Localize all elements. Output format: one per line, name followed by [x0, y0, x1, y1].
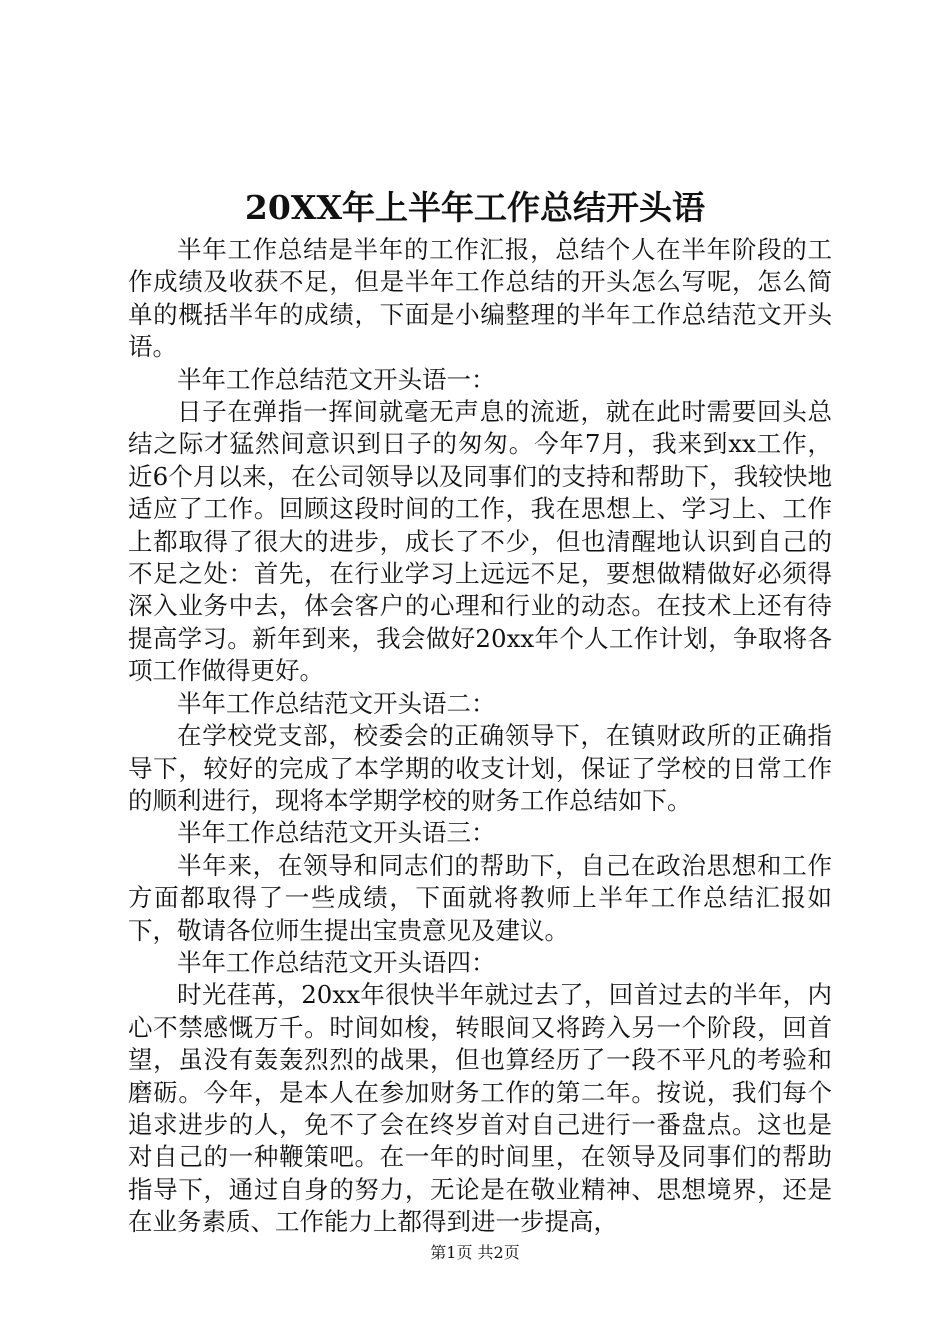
document-body: [128, 234, 832, 1239]
section-paragraph-4: 时光荏苒，20xx年很快半年就过去了，回首过去的半年，内心不禁感慨万千。时间如梭，转眼间又将跨入另一个阶段，回首望，虽没有轰轰烈烈的战果，但也算经历了一段不平凡的考验和磨砺。今年，是本人在参加财务工作的第二年。按说，我们每个追求进步的人，免不了会在终岁首对自己进行一番盘点。这也是对自己的一种鞭策吧。在一年的时间里，在领导及同事们的帮助指导下，通过自身的努力，无论是在敬业精神、思想境界，还是在业务素质、工作能力上都得到进一步提高，: [128, 980, 832, 1237]
section-heading-1: 半年工作总结范文开头语一：: [177, 364, 496, 394]
intro-paragraph: 半年工作总结是半年的工作汇报，总结个人在半年阶段的工作成绩及收获不足，但是半年工作总结的开头怎么写呢，怎么简单的概括半年的成绩，下面是小编整理的半年工作总结范文开头语。: [128, 235, 832, 362]
section-paragraph-1: 日子在弹指一挥间就毫无声息的流逝，就在此时需要回头总结之际才猛然间意识到日子的匆匆。今年7月，我来到xx工作，近6个月以来，在公司领导以及同事们的支持和帮助下，我较快地适应了工作。回顾这段时间的工作，我在思想上、学习上、工作上都取得了很大的进步，成长了不少，但也清醒地认识到自己的不足之处：首先，在行业学习上远远不足，要想做精做好必须得深入业务中去，体会客户的心理和行业的动态。在技术上还有待提高学习。新年到来，我会做好20xx年个人工作计划，争取将各项工作做得更好。: [128, 397, 832, 686]
section-paragraph-2: 在学校党支部，校委会的正确领导下，在镇财政所的正确指导下，较好的完成了本学期的收支计划，保证了学校的日常工作的顺利进行，现将本学期学校的财务工作总结如下。: [128, 721, 832, 815]
page-number-footer: 第1页 共2页: [430, 1243, 520, 1262]
section-heading-2: 半年工作总结范文开头语二：: [177, 688, 496, 718]
section-heading-4: 半年工作总结范文开头语四：: [177, 947, 496, 977]
section-paragraph-3: 半年来，在领导和同志们的帮助下，自己在政治思想和工作方面都取得了一些成绩，下面就将教师上半年工作总结汇报如下，敬请各位师生提出宝贵意见及建议。: [128, 850, 832, 945]
document-title: 20XX年上半年工作总结开头语: [244, 188, 706, 227]
section-heading-3: 半年工作总结范文开头语三：: [177, 818, 496, 848]
